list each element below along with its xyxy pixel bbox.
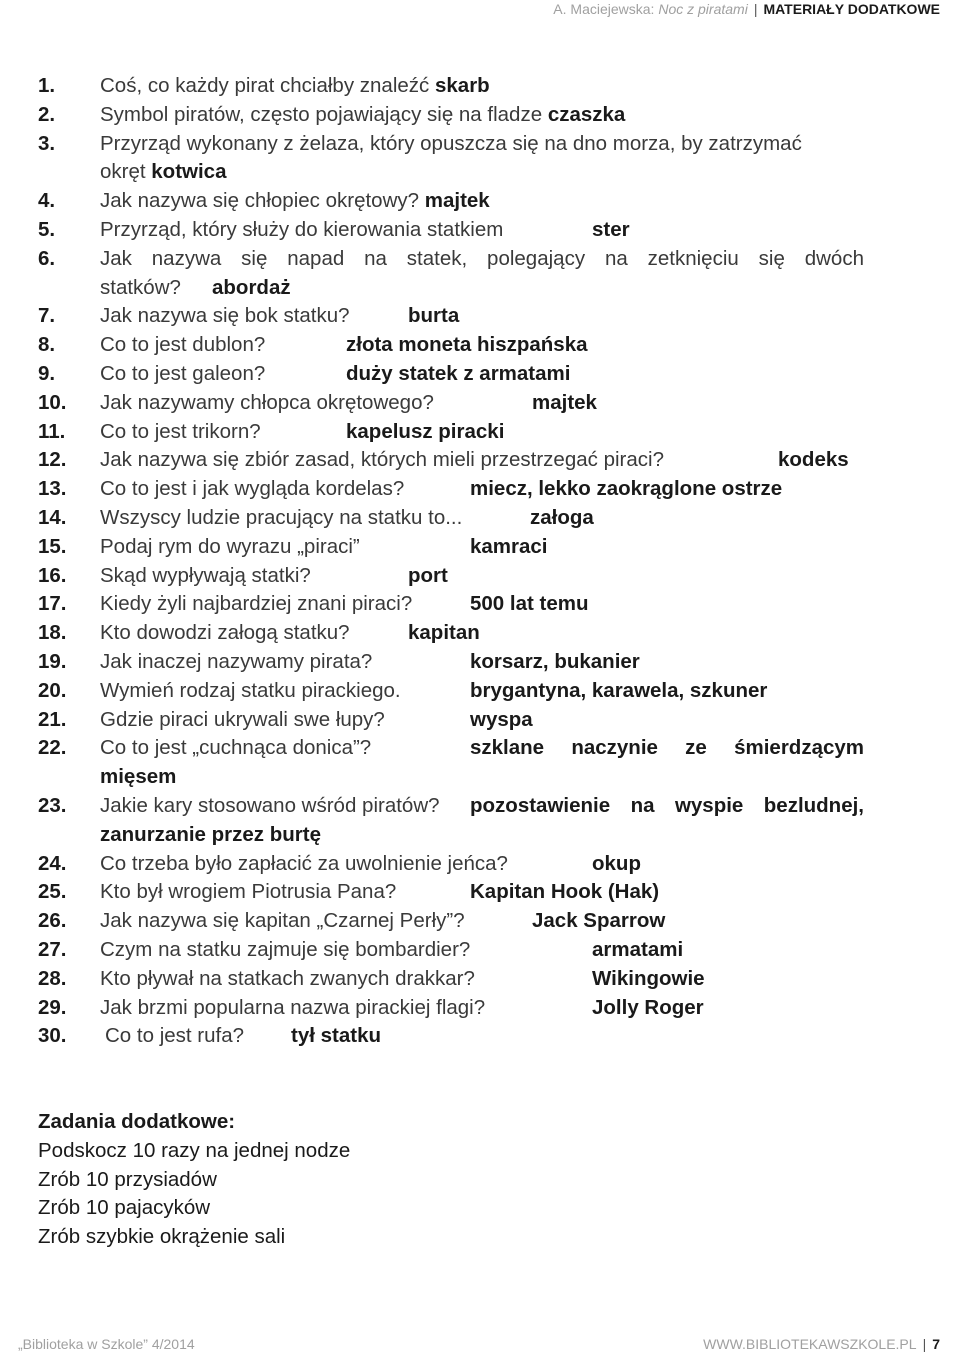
header-title: Noc z piratami [658, 1, 748, 17]
footer-website: WWW.BIBLIOTEKAWSZKOLE.PL [703, 1336, 917, 1352]
question-text: Co to jest trikorn? [100, 419, 261, 443]
question-text: Skąd wypływają statki? [100, 563, 311, 587]
list-item [38, 619, 864, 648]
item-number: 3. [38, 131, 56, 155]
question-text: Co to jest dublon? [100, 333, 266, 357]
question-text: Jak nazywamy chłopca okrętowego? [100, 390, 434, 414]
answer-text: 500 lat temu [470, 592, 589, 616]
item-number: 30. [38, 1024, 67, 1048]
item-number: 17. [38, 592, 67, 616]
question-text: Jak nazywa się kapitan „Czarnej Perły”? [100, 909, 465, 933]
item-number: 21. [38, 707, 67, 731]
header-author: A. Maciejewska: [553, 1, 659, 17]
list-item [38, 1022, 864, 1051]
list-item [38, 187, 864, 216]
answer-text: duży statek z armatami [346, 361, 571, 385]
answer-text: wyspa [470, 707, 533, 731]
question-text: Co to jest rufa? [105, 1024, 245, 1048]
question-text: Coś, co każdy pirat chciałby znaleźć [100, 74, 430, 97]
item-number: 28. [38, 966, 67, 990]
header-divider: | [753, 1, 758, 17]
list-item [38, 360, 864, 389]
item-number: 19. [38, 649, 67, 673]
list-item [38, 792, 864, 850]
item-number: 11. [38, 419, 66, 443]
list-item [38, 562, 864, 591]
item-number: 6. [38, 246, 56, 270]
answer-text: Wikingowie [592, 966, 705, 990]
question-text: Czym na statku zajmuje się bombardier? [100, 937, 471, 961]
list-item [38, 418, 864, 447]
question-text: Kto dowodzi załogą statku? [100, 621, 350, 645]
answer-text: kapelusz piracki [346, 419, 505, 443]
quiz-list [38, 72, 864, 1051]
question-text-cont: statków? [100, 275, 181, 299]
answer-text: okup [592, 851, 641, 875]
question-text: Jak nazywa się napad na statek, polegający na zetknięciu się dwóch [100, 246, 864, 270]
answer-text: Jolly Roger [592, 995, 704, 1019]
answer-text: abordaż [212, 275, 291, 299]
answer-text: burta [408, 304, 460, 328]
answer-text: pozostawienie na wyspie bezludnej, [470, 793, 864, 817]
question-text: Kiedy żyli najbardziej znani piraci? [100, 592, 413, 616]
list-item [38, 446, 864, 475]
question-text: Co to jest „cuchnąca donica”? [100, 736, 372, 760]
item-number: 15. [38, 534, 67, 558]
list-item [38, 331, 864, 360]
item-number: 2. [38, 102, 56, 126]
question-text: Jak nazywa się zbiór zasad, których mieli przestrzegać piraci? [100, 448, 664, 472]
list-item [38, 907, 864, 936]
item-number: 22. [38, 736, 67, 760]
item-number: 14. [38, 505, 67, 529]
question-text: Jak inaczej nazywamy pirata? [100, 649, 373, 673]
item-number: 23. [38, 793, 67, 817]
item-number: 29. [38, 995, 67, 1019]
item-number: 26. [38, 909, 67, 933]
question-text: Wszyscy ludzie pracujący na statku to... [100, 505, 463, 529]
answer-text: korsarz, bukanier [470, 649, 640, 673]
answer-text: Jack Sparrow [532, 909, 666, 933]
footer-right [703, 1336, 940, 1352]
question-text: Kto był wrogiem Piotrusia Pana? [100, 880, 397, 904]
list-item [38, 72, 864, 101]
item-number: 27. [38, 937, 67, 961]
question-text: Jak nazywa się bok statku? [100, 304, 350, 328]
list-item [38, 475, 864, 504]
item-number: 20. [38, 678, 67, 702]
answer-text: tył statku [291, 1024, 381, 1048]
list-item [38, 994, 864, 1023]
list-item [38, 130, 864, 188]
question-text: Jakie kary stosowano wśród piratów? [100, 793, 440, 817]
list-item [38, 504, 864, 533]
page-header [553, 0, 940, 18]
item-number: 4. [38, 189, 56, 213]
answer-text: Kapitan Hook (Hak) [470, 880, 660, 904]
answer-text: czaszka [547, 102, 626, 126]
item-number: 10. [38, 390, 67, 414]
header-section: MATERIAŁY DODATKOWE [763, 1, 940, 17]
question-text-cont: okręt [100, 160, 146, 184]
list-item [38, 216, 864, 245]
question-text: Przyrząd wykonany z żelaza, który opuszcza się na dno morza, by zatrzymać [100, 131, 802, 155]
item-number: 13. [38, 477, 67, 501]
answer-text: kapitan [408, 621, 480, 645]
list-item [38, 734, 864, 792]
list-item [38, 590, 864, 619]
question-text: Jak nazywa się chłopiec okrętowy? [100, 189, 420, 213]
list-item [38, 302, 864, 331]
answer-text: brygantyna, karawela, szkuner [470, 678, 768, 702]
list-item [38, 677, 864, 706]
question-text: Podaj rym do wyrazu „piraci” [100, 534, 360, 558]
list-item [38, 965, 864, 994]
item-number: 5. [38, 217, 56, 241]
item-number: 7. [38, 304, 56, 328]
answer-text: port [408, 563, 448, 587]
list-item [38, 389, 864, 418]
answer-text: kotwica [151, 160, 227, 184]
item-number: 9. [38, 361, 56, 385]
extra-tasks-heading: Zadania dodatkowe: [38, 1110, 236, 1133]
question-text: Przyrząd, który służy do kierowania statkiem [100, 217, 504, 241]
answer-text: armatami [592, 937, 684, 961]
list-item [38, 101, 864, 130]
item-number: 8. [38, 333, 56, 357]
question-text: Co to jest galeon? [100, 361, 266, 385]
answer-text: kodeks [778, 448, 849, 472]
question-text: Co to jest i jak wygląda kordelas? [100, 477, 405, 501]
question-text: Jak brzmi popularna nazwa pirackiej flagi? [100, 995, 486, 1019]
page-number: 7 [932, 1336, 940, 1352]
question-text: Symbol piratów, często pojawiający się na fladze [100, 102, 543, 126]
item-number: 1. [38, 74, 56, 97]
question-text: Co trzeba było zapłacić za uwolnienie jeńca? [100, 851, 508, 875]
answer-text: miecz, lekko zaokrąglone ostrze [470, 477, 783, 501]
extra-task-item: Zrób szybkie okrążenie sali [38, 1225, 286, 1249]
item-number: 24. [38, 851, 67, 875]
answer-text: majtek [532, 390, 597, 414]
page-footer [0, 1328, 960, 1358]
extra-task-item: Zrób 10 przysiadów [38, 1167, 217, 1191]
footer-publication: „Biblioteka w Szkole” 4/2014 [18, 1336, 195, 1352]
extra-tasks [38, 1108, 350, 1252]
answer-text: szklane naczynie ze śmierdzącym [470, 736, 864, 760]
list-item [38, 245, 864, 303]
answer-text: kamraci [470, 534, 548, 558]
item-number: 18. [38, 621, 67, 645]
footer-divider: | [922, 1336, 927, 1352]
question-text: Gdzie piraci ukrywali swe łupy? [100, 707, 385, 731]
answer-text: skarb [434, 74, 490, 97]
item-number: 16. [38, 563, 67, 587]
answer-text: majtek [424, 189, 490, 213]
list-item [38, 648, 864, 677]
answer-text: złota moneta hiszpańska [346, 333, 588, 357]
list-item [38, 533, 864, 562]
question-text: Kto pływał na statkach zwanych drakkar? [100, 966, 475, 990]
list-item [38, 878, 864, 907]
item-number: 25. [38, 880, 67, 904]
list-item [38, 936, 864, 965]
list-item [38, 850, 864, 879]
answer-text: załoga [530, 505, 594, 529]
item-number: 12. [38, 448, 67, 472]
answer-text: ster [592, 217, 630, 241]
extra-task-item: Podskocz 10 razy na jednej nodze [38, 1138, 351, 1162]
question-text: Wymień rodzaj statku pirackiego. [100, 678, 401, 702]
extra-task-item: Zrób 10 pajacyków [38, 1196, 211, 1220]
answer-text-cont: mięsem [100, 765, 177, 789]
answer-text-cont: zanurzanie przez burtę [100, 822, 321, 846]
list-item [38, 706, 864, 735]
